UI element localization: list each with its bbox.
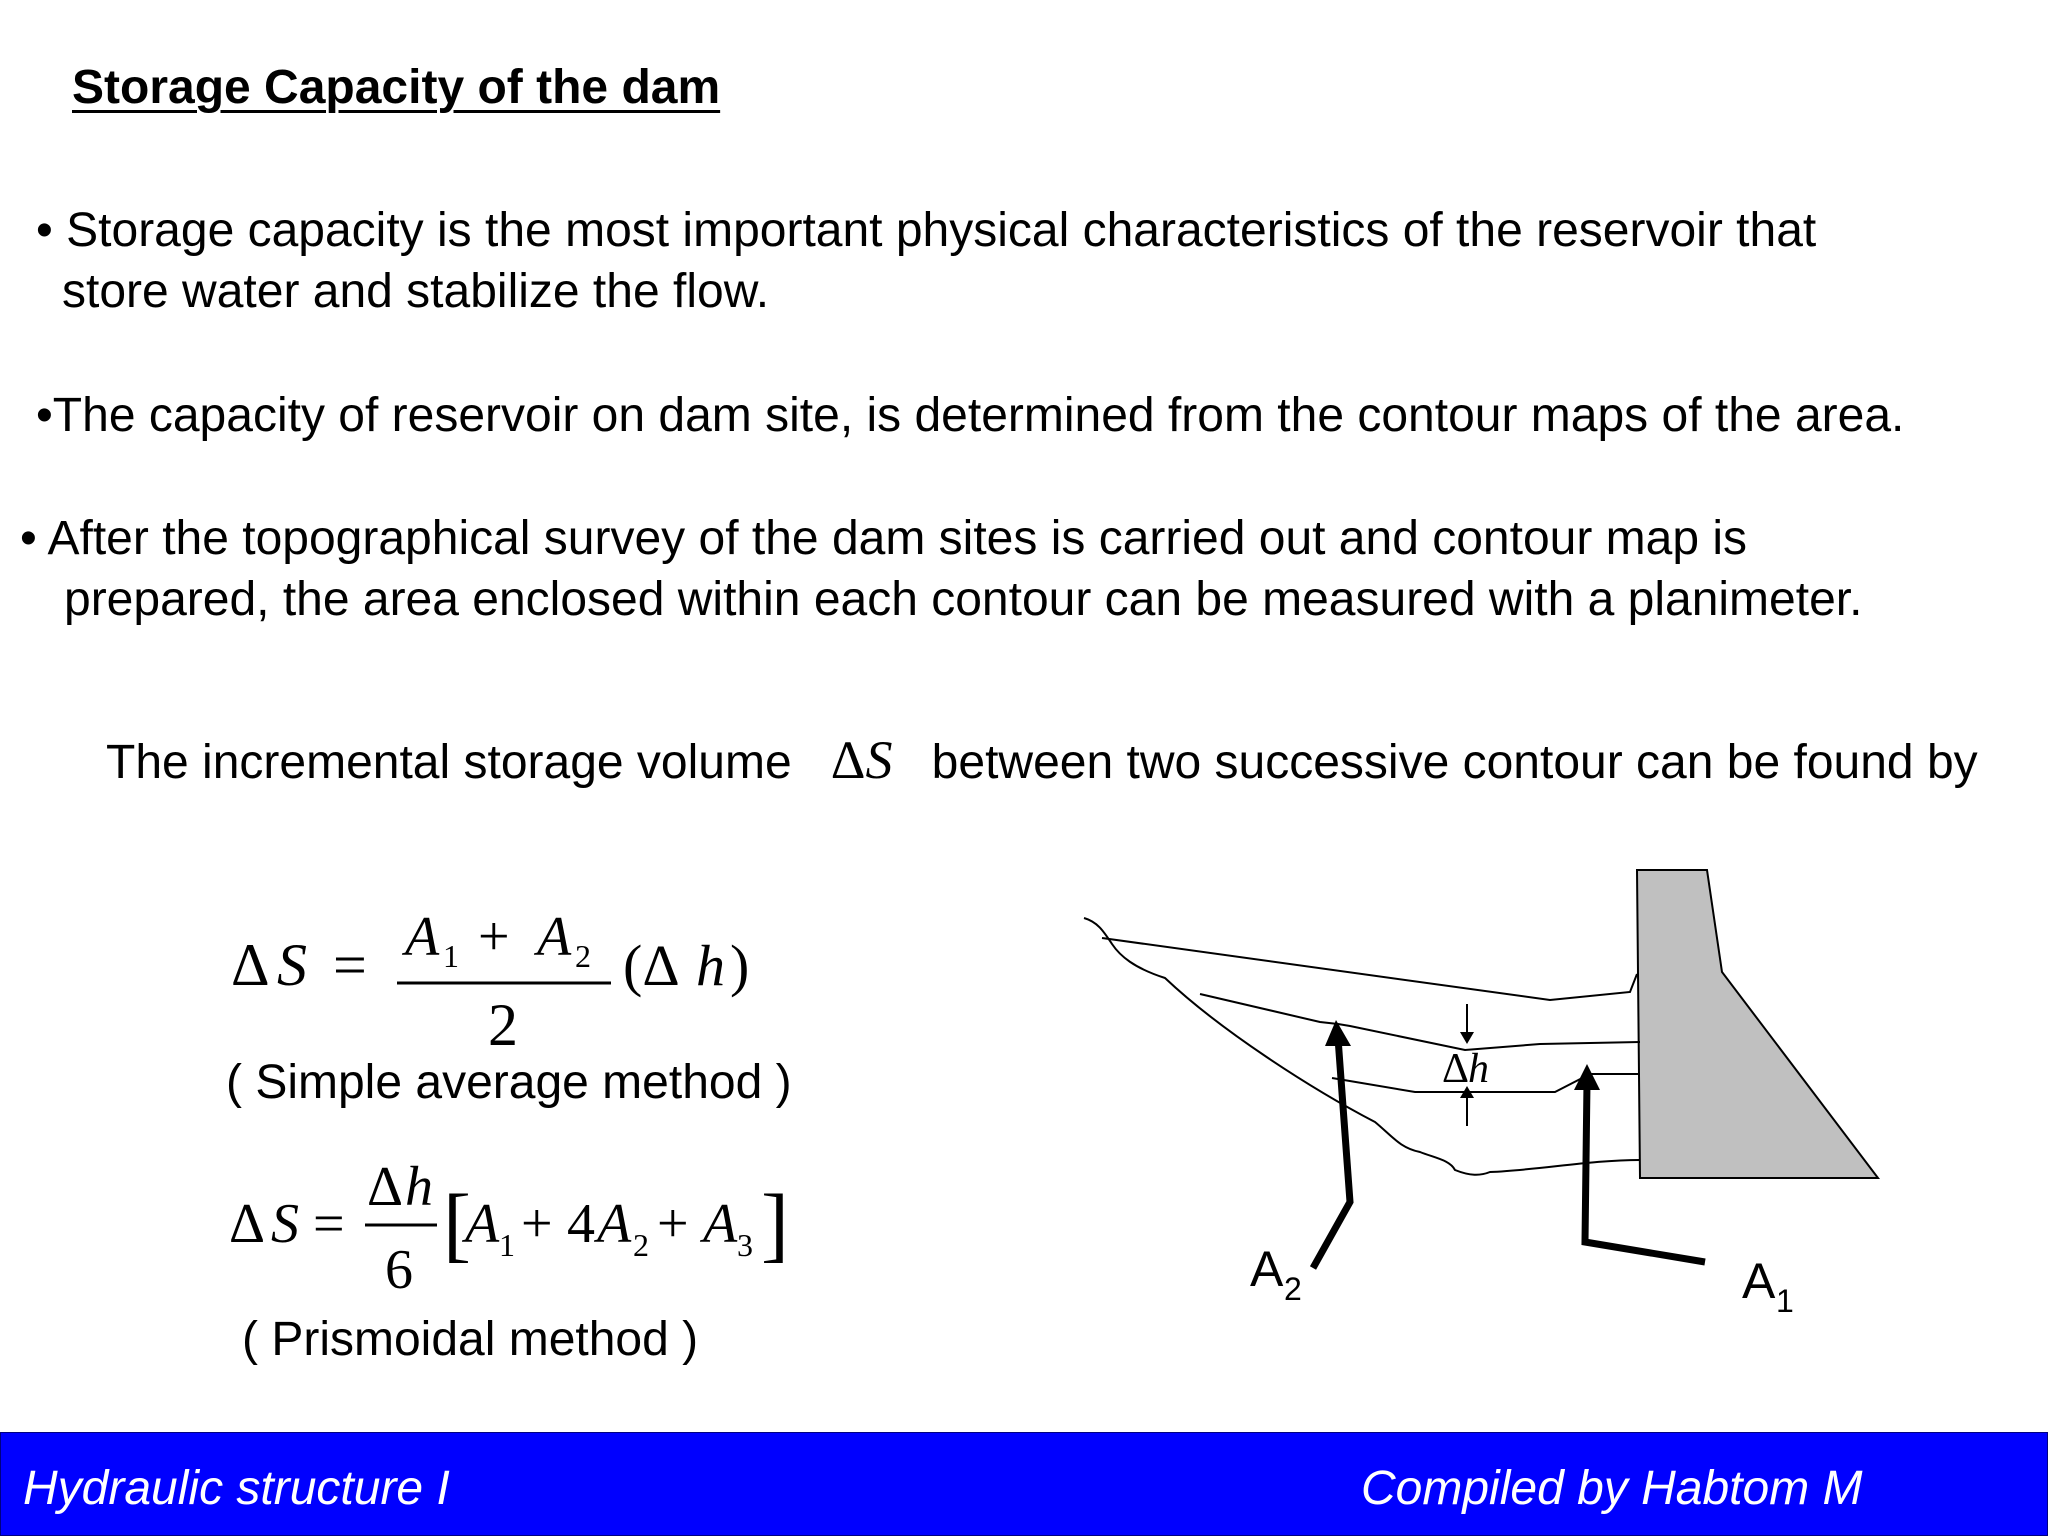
eq2-delta: Δ [229, 1193, 266, 1255]
a2-label: A [1250, 1241, 1284, 1297]
bullet-line: •The capacity of reservoir on dam site, is determined from the contour maps of the area. [36, 389, 1905, 442]
eq1-plus: + [478, 906, 510, 968]
a1-pointer-arrowhead [1574, 1064, 1600, 1090]
eq1-tail-h: h [696, 933, 725, 998]
equation-simple-average [225, 905, 785, 1055]
eq1-s: S [277, 932, 307, 998]
water-surface-line [1102, 938, 1637, 1000]
delta-s-symbol [812, 730, 912, 791]
eq2-sub3: 3 [737, 1227, 753, 1263]
footer-course-title: Hydraulic structure I [23, 1462, 450, 1515]
eq1-sub2: 2 [575, 938, 591, 974]
eq2-four: 4 [567, 1193, 595, 1255]
eq1-sub1: 1 [443, 938, 459, 974]
eq1-delta: Δ [231, 932, 270, 998]
eq1-equals: = [333, 932, 367, 998]
s-glyph: S [865, 730, 893, 790]
eq2-num-delta: Δ [367, 1156, 404, 1218]
bullet-line: • Storage capacity is the most important physical characteristics of the reservoir that [36, 204, 1817, 257]
bullet-line: store water and stabilize the flow. [62, 265, 770, 318]
bullet-line: prepared, the area enclosed within each contour can be measured with a planimeter. [64, 573, 1863, 626]
caption-prismoidal: ( Prismoidal method ) [242, 1313, 699, 1366]
intro-text-before: The incremental storage volume [106, 736, 792, 789]
eq2-bracket-open: [ [443, 1178, 471, 1271]
footer-bar [0, 1432, 2048, 1536]
eq2-denominator: 6 [385, 1239, 413, 1301]
caption-simple-average: ( Simple average method ) [226, 1056, 792, 1109]
eq2-num-h: h [405, 1156, 433, 1218]
eq2-equals: = [313, 1193, 345, 1255]
eq2-sub1: 1 [499, 1227, 515, 1263]
eq2-s: S [271, 1193, 299, 1255]
eq1-a1: A [405, 906, 440, 968]
footer-author: Compiled by Habtom M [1361, 1462, 1863, 1515]
equation-prismoidal [225, 1150, 825, 1310]
eq2-bracket-close: ] [761, 1178, 789, 1271]
eq1-denominator: 2 [488, 992, 518, 1055]
slide-title: Storage Capacity of the dam [72, 61, 721, 114]
eq1-tail-close: ) [730, 933, 750, 998]
reservoir-contour-diagram [1070, 860, 1900, 1330]
a1-label: A [1742, 1253, 1776, 1309]
eq2-a3: A [703, 1193, 738, 1255]
bullet-planimeter [20, 508, 1862, 630]
dam-cross-section [1637, 870, 1878, 1178]
delta-h-label-h: h [1468, 1046, 1489, 1092]
eq2-plus1: + [521, 1193, 553, 1255]
bullet-line: • After the topographical survey of the dam sites is carried out and contour map is [20, 512, 1748, 565]
ground-profile-line [1084, 918, 1640, 1175]
a2-pointer-line [1313, 1038, 1350, 1268]
incremental-storage-text [106, 730, 2006, 793]
eq2-plus2: + [657, 1193, 689, 1255]
contour-upper [1200, 994, 1640, 1050]
eq2-a1: A [465, 1193, 500, 1255]
eq1-a2: A [537, 906, 572, 968]
delta-h-arrowhead-down [1460, 1032, 1474, 1044]
eq1-tail-open: (Δ [623, 933, 680, 998]
bullet-contour-maps [36, 385, 1904, 446]
bullet-storage-capacity [36, 200, 1816, 322]
eq2-sub2: 2 [633, 1227, 649, 1263]
a2-label-subscript: 2 [1284, 1271, 1302, 1307]
delta-h-label-delta: Δ [1442, 1046, 1470, 1092]
a1-label-subscript: 1 [1776, 1283, 1794, 1319]
eq2-a2: A [597, 1193, 632, 1255]
delta-glyph: Δ [830, 730, 866, 790]
intro-text-after: between two successive contour can be found by [931, 736, 1978, 789]
